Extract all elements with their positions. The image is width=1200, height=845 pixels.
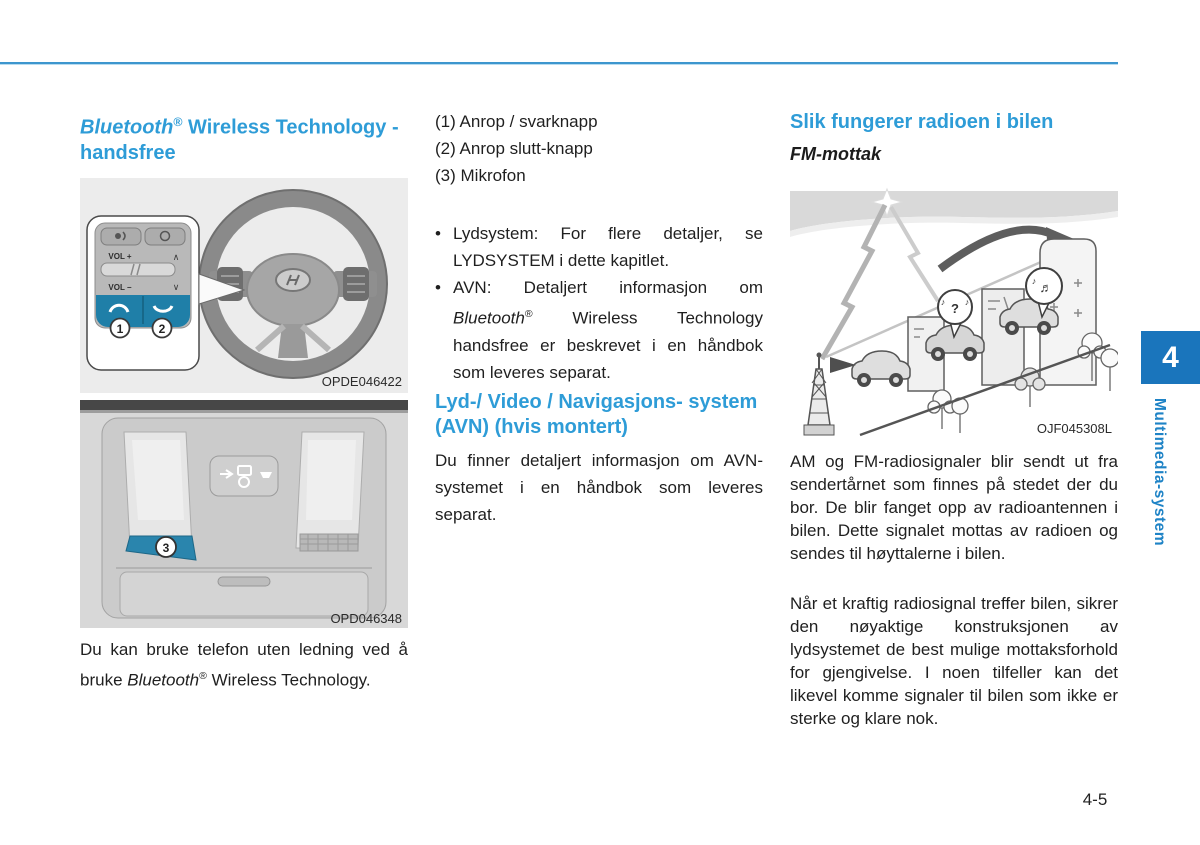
talk-icon — [115, 233, 121, 239]
radio-paragraph-1: AM og FM-radiosignaler blir sendt ut fra sendertårnet som finnes på stedet der du bor. De blir fanget opp av radioantennen i bilen. Dette signalet mottas av radioen og sendes til høyttalerne i bilen. — [790, 452, 1118, 563]
voice-button — [101, 228, 141, 245]
figure-overhead-console — [80, 400, 408, 628]
bullet-text: Lydsystem: For flere detaljer, se LYDSYSTEM i dette kapitlet. — [453, 224, 763, 270]
section-heading-avn: Lyd-/ Video / Navigasjons- system (AVN) (hvis montert) — [435, 391, 758, 438]
chapter-tab: 4 — [1141, 331, 1200, 384]
bullet-bluetooth-italic: Bluetooth — [453, 308, 525, 328]
figure-code: OPDE046422 — [321, 374, 402, 389]
steering-wheel-illustration — [80, 178, 408, 393]
fm-mottak-subheading: FM-mottak — [790, 144, 881, 164]
vol-plus-label: VOL + — [108, 252, 132, 261]
section-heading-radio: Slik fungerer radioen i bilen — [790, 111, 1054, 133]
caption-pre: Du kan bruke telefon uten ledning ved å bruke — [80, 640, 408, 690]
heading-bluetooth-italic: Bluetooth — [80, 116, 174, 139]
caption-bluetooth-italic: Bluetooth — [127, 670, 200, 690]
figure-code: OJF045308L — [1036, 421, 1112, 436]
registered-mark: ® — [173, 115, 183, 129]
svg-text:3: 3 — [162, 541, 170, 555]
callout-box — [87, 216, 199, 370]
bullet-icon: • — [435, 278, 441, 297]
bullet-text — [453, 274, 763, 386]
svg-text:♪: ♪ — [940, 297, 946, 307]
chapter-side-label: Multimedia-system — [1151, 398, 1168, 547]
door-handle — [218, 577, 270, 586]
svg-text:?: ? — [951, 301, 959, 316]
overhead-console-illustration — [80, 400, 408, 628]
svg-text:♪: ♪ — [964, 297, 970, 307]
figure-steering-wheel — [80, 178, 408, 393]
figure-code: OPD046348 — [330, 611, 402, 626]
svg-text:♪: ♪ — [1031, 276, 1037, 286]
bullet-list — [435, 220, 763, 386]
bluetooth-caption — [80, 636, 408, 694]
bullet-item-lydsystem — [435, 220, 763, 274]
heading-bluetooth-rest: Wireless Technology -handsfree — [80, 116, 399, 164]
windshield-edge — [80, 400, 408, 410]
speaker-grille — [300, 534, 358, 551]
svg-text:♬: ♬ — [1039, 280, 1053, 295]
caption-post: Wireless Technology. — [206, 670, 371, 690]
seek-up-icon: ∧ — [172, 252, 180, 262]
bullet-avn-post: Wireless Technology handsfree er beskrevet i en håndbok som leveres separat. — [453, 308, 763, 382]
callout-legend-list — [435, 108, 763, 189]
registered-mark: ® — [524, 308, 533, 320]
legend-item-2: (2) Anrop slutt-knapp — [435, 139, 593, 158]
bullet-icon: • — [435, 224, 441, 243]
radio-signal-illustration — [790, 185, 1118, 438]
avn-body-text: Du finner detaljert informasjon om AVN-systemet i en håndbok som leveres separat. — [435, 451, 763, 524]
legend-item-3: (3) Mikrofon — [435, 166, 526, 185]
vol-minus-label: VOL − — [108, 283, 132, 292]
radio-paragraph-2: Når et kraftig radiosignal treffer bilen, sikrer den nøyaktige konstruksjonen av lydsystemet de best mulige mottaksforhold for gjengivelse. I noen tilfeller kan det likevel komme signaler til bilen som ikke er sterke og klare nok. — [790, 594, 1118, 728]
figure-radio-signals — [790, 185, 1118, 438]
page-number: 4-5 — [1082, 790, 1108, 809]
section-heading-bluetooth — [80, 110, 410, 166]
registered-mark: ® — [199, 670, 207, 682]
bullet-item-avn — [435, 274, 763, 386]
legend-item-1: (1) Anrop / svarknapp — [435, 112, 598, 131]
bullet-avn-pre: AVN: Detaljert informasjon om — [453, 278, 763, 297]
svg-text:2: 2 — [158, 322, 166, 336]
seek-down-icon: ∨ — [172, 282, 180, 292]
svg-text:1: 1 — [116, 322, 124, 336]
mode-button — [145, 228, 185, 245]
header-rule — [0, 62, 1118, 65]
